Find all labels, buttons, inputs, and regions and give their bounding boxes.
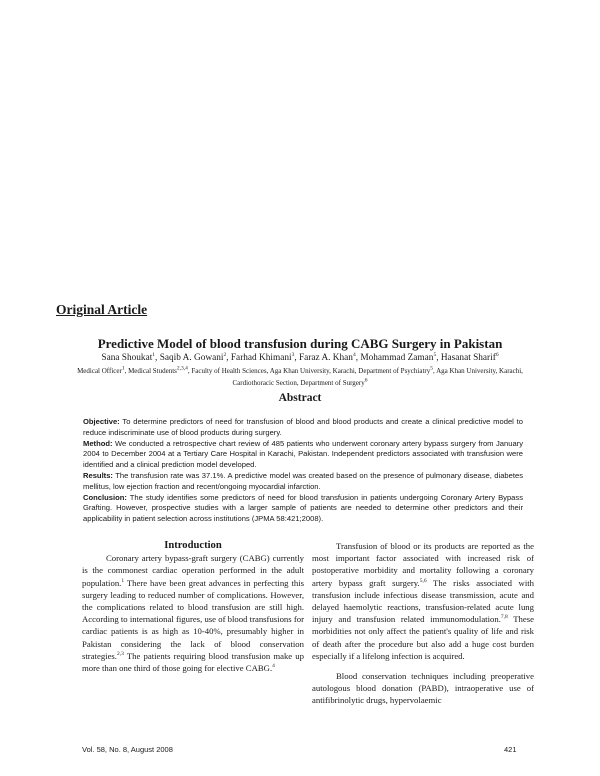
abstract-label: Conclusion: bbox=[83, 492, 127, 502]
section-label: Original Article bbox=[56, 302, 148, 317]
right-column bbox=[312, 540, 534, 707]
affiliation-text: Faculty of Health Sciences, Aga Khan University, Karachi, Department of Psychiatry bbox=[191, 367, 431, 375]
abstract-results bbox=[83, 471, 523, 492]
affiliation-separator: , bbox=[432, 367, 437, 375]
author-name: Sana Shoukat bbox=[101, 353, 153, 363]
author-affiliation-mark: 2 bbox=[223, 351, 227, 358]
abstract-text: The transfusion rate was 37.1%. A predictive model was created based on the presence of pulmonary disease, diabetes mellitus, low ejection fraction and recent/ongoing myocardial infarction. bbox=[83, 470, 523, 491]
affiliation-separator: , bbox=[187, 367, 192, 375]
affiliation-text: Medical Students bbox=[128, 367, 177, 375]
citation-mark: 7,8 bbox=[500, 614, 508, 621]
affiliation-mark: 1 bbox=[121, 365, 125, 372]
abstract-conclusion bbox=[83, 493, 523, 525]
body-text: These morbidities not only affect the patient's quality of life and risk of death after the procedure but also add a huge cost burden especially if a lifelong infection is acquired. bbox=[312, 614, 534, 661]
left-column bbox=[82, 540, 304, 674]
abstract-text: To determine predictors of need for transfusion of blood and blood products and create a clinical predictive model to reduce indiscriminate use of blood products during surgery. bbox=[83, 417, 523, 437]
body-text: The patients requiring blood transfusion make up more than one third of those going for elective CABG. bbox=[82, 650, 304, 674]
author-name: Farhad Khimani bbox=[230, 353, 292, 363]
abstract-label: Objective: bbox=[83, 417, 120, 426]
abstract-method bbox=[83, 439, 523, 471]
affiliation-mark: 5 bbox=[430, 365, 433, 372]
citation-mark: 4 bbox=[272, 663, 275, 670]
introduction-heading: Introduction bbox=[164, 540, 222, 551]
body-text: Transfusion of blood or its products are reported as the most important factor associated with increased risk of postoperative morbidity and mortality following a coronary artery bypass graft surgery. bbox=[312, 541, 534, 588]
affiliation-separator: , bbox=[124, 367, 129, 375]
citation-mark: 5,6 bbox=[419, 577, 427, 584]
abstract-text: We conducted a retrospective chart review of 485 patients who underwent coronary artery bypass surgery from January 2004 to December 2004 at a Tertiary Care Hospital in Karachi, Pakistan. Independent predictors associated with transfusion were identified and a clinical prediction model developed. bbox=[83, 438, 523, 469]
abstract-text: The study identifies some predictors of need for blood transfusion in patients undergoing Coronary Artery Bypass Grafting. However, prospective studies with a larger sample of patients are needed to determine other predictors and their applicability in patient selection across institutions (JPMA 58:421;2008). bbox=[83, 492, 523, 523]
affiliation-mark: 2,3,4 bbox=[176, 365, 188, 372]
author-affiliation-mark: 6 bbox=[495, 351, 499, 358]
affiliation-text: Aga Khan University, Karachi, Cardiothoracic Section, Department of Surgery bbox=[232, 367, 523, 387]
abstract-label: Method: bbox=[83, 438, 113, 448]
author-affiliation-mark: 4 bbox=[352, 351, 356, 358]
footer-volume: Vol. 58, No. 8, August 2008 bbox=[82, 745, 173, 754]
author-name: Hasanat Sharif bbox=[440, 353, 496, 363]
affiliation-mark: 6 bbox=[364, 377, 368, 384]
affiliations bbox=[58, 365, 542, 389]
author-name: Saqib A. Gowani bbox=[159, 353, 224, 363]
author-affiliation-mark: 1 bbox=[152, 351, 156, 358]
author-affiliation-mark: 5 bbox=[433, 351, 437, 358]
body-paragraph: Blood conservation techniques including preoperative autologous blood donation (PABD), intraoperative use of antifibrinolytic drugs, hypervolaemic bbox=[312, 671, 534, 706]
abstract-heading: Abstract bbox=[278, 392, 322, 404]
abstract-objective bbox=[83, 417, 523, 438]
abstract-body bbox=[83, 417, 523, 525]
author-name: Faraz A. Khan bbox=[298, 353, 353, 363]
author-list: Sana Shoukat$^1$, Saqib A. Gowani$^2$, Farhad Khimani$^3$, Faraz A. Khan$^4$, Mohammad Zaman$^5$, Hasanat Sharif$^6$ bbox=[101, 351, 499, 363]
affiliation-text: Medical Officer bbox=[77, 367, 122, 375]
author-affiliation-mark: 3 bbox=[291, 351, 295, 358]
citation-mark: 1 bbox=[121, 577, 125, 584]
body-text: Coronary artery bypass-graft surgery (CABG) currently is the commonest cardiac operation performed in the adult population. bbox=[82, 553, 304, 588]
footer-page-number: 421 bbox=[504, 745, 517, 754]
author-name: Mohammad Zaman bbox=[360, 353, 434, 363]
article-title: Predictive Model of blood transfusion during CABG Surgery in Pakistan bbox=[97, 336, 503, 351]
abstract-label: Results: bbox=[83, 470, 113, 480]
body-text: There have been great advances in perfecting this surgery leading to reduced number of complications. However, the complications related to blood transfusion are still high. According to international figures, use of blood transfusions for cardiac patients is as high as 10-40%, presumably higher in Pakistan considering the lack of blood conservation strategies. bbox=[82, 577, 304, 661]
citation-mark: 2,3 bbox=[116, 650, 124, 657]
introduction-paragraph bbox=[82, 552, 304, 674]
body-text: The risks associated with transfusion include infectious disease transmission, acute and delayed haemolytic reactions, transfusion-related acute lung injury and transfusion related immunomodulation. bbox=[312, 577, 534, 625]
body-paragraph bbox=[312, 540, 534, 662]
